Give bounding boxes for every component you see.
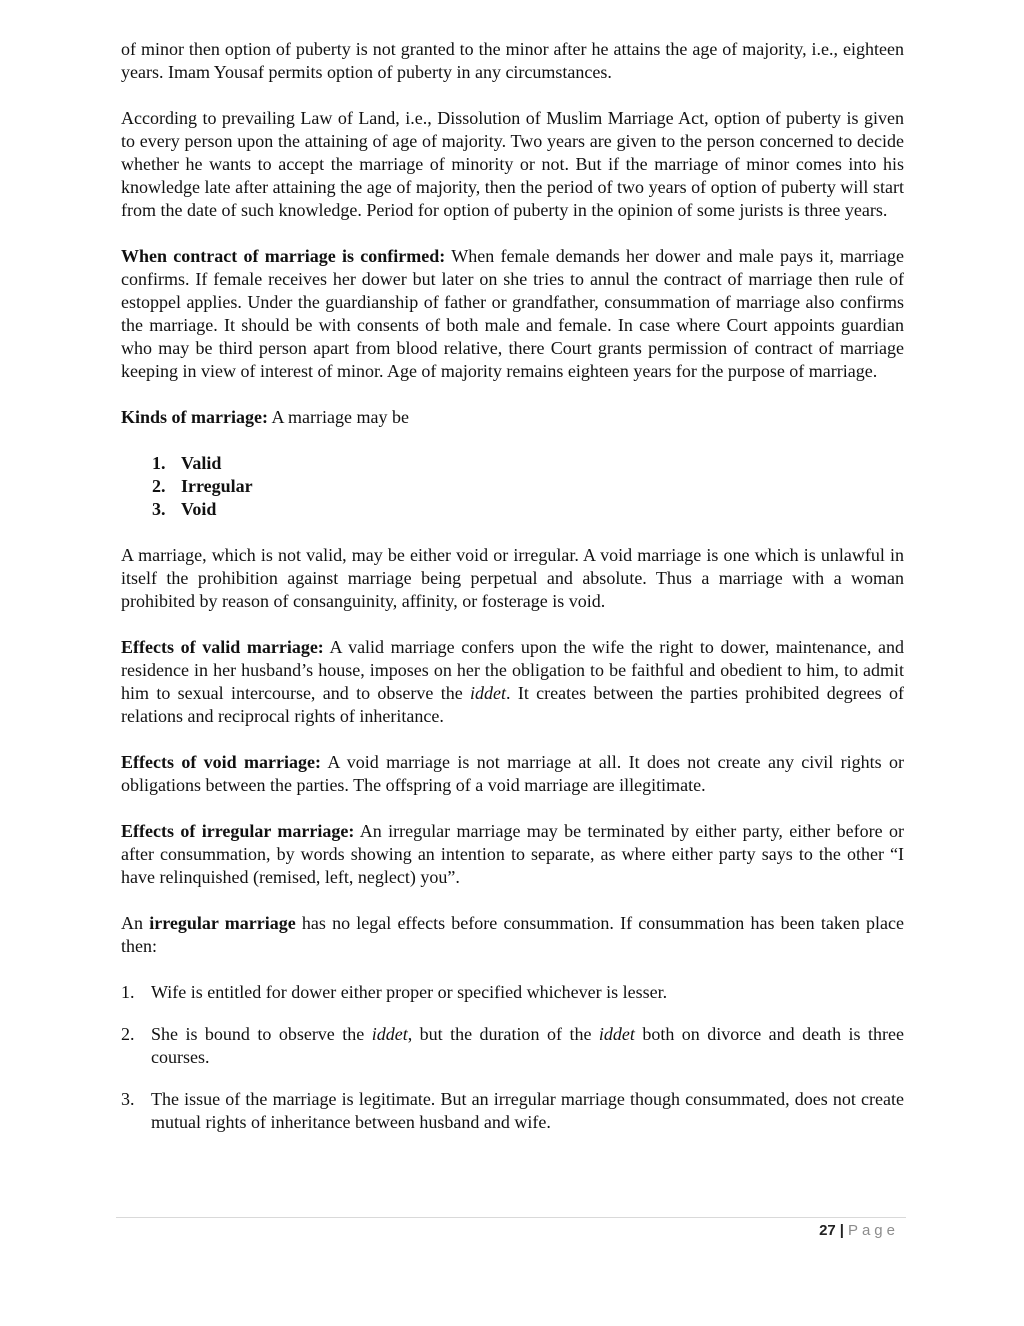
footer-separator: | [839,1222,844,1239]
list-item: 1. Valid [152,453,222,473]
paragraph-effects-valid: Effects of valid marriage: A valid marriage confers upon the wife the right to dower, maintenance, and residence in her husband’s house, imposes on her the obligation to be faithful and obedient to him, to admit him to sexual intercourse, and to observe the iddet. It creates between the parties prohibited degrees of relations and reciprocal rights of inheritance. [121,637,904,726]
list-item: 2. She is bound to observe the iddet, but the duration of the iddet both on divorce and death is three courses. [121,1024,904,1067]
document-page [121,38,904,1134]
effects-list [121,981,904,1134]
list-item: 2. Irregular [152,476,253,496]
heading-kinds-of-marriage: Kinds of marriage: [121,407,268,427]
paragraph-irregular-no-effects: An irregular marriage has no legal effects before consummation. If consummation has been taken place then: [121,913,904,956]
list-item: 3. Void [152,499,217,519]
paragraph-law-of-land: According to prevailing Law of Land, i.e., Dissolution of Muslim Marriage Act, option of puberty is given to every person upon the attaining of age of majority. Two years are given to the person concerned to decide whether he wants to accept the marriage of minority or not. But if the marriage of minor comes into his knowledge late after attaining the age of majority, then the period of two years of option of puberty will start from the date of such knowledge. Period for option of puberty in the opinion of some jurists is three years. [121,108,904,220]
heading-contract-confirmed: When contract of marriage is confirmed: [121,246,446,266]
page-footer [819,1222,899,1239]
heading-effects-valid: Effects of valid marriage: [121,637,324,657]
paragraph-not-valid: A marriage, which is not valid, may be either void or irregular. A void marriage is one which is unlawful in itself the prohibition against marriage being perpetual and absolute. Thus a marriage with a woman prohibited by reason of consanguinity, affinity, or fosterage is void. [121,545,904,611]
page-number: 27 [819,1222,836,1239]
page-label: Page [847,1222,899,1239]
kinds-list [121,452,904,521]
paragraph-effects-irregular: Effects of irregular marriage: An irregular marriage may be terminated by either party, either before or after consummation, by words showing an intention to separate, as where either party says to the other “I have relinquished (remised, left, neglect) you”. [121,821,904,887]
paragraph-option-of-puberty: of minor then option of puberty is not granted to the minor after he attains the age of majority, i.e., eighteen years. Imam Yousaf permits option of puberty in any circumstances. [121,39,904,82]
list-item: 3. The issue of the marriage is legitimate. But an irregular marriage though consummated, does not create mutual rights of inheritance between husband and wife. [121,1089,904,1132]
list-item: 1. Wife is entitled for dower either proper or specified whichever is lesser. [121,982,668,1002]
paragraph-kinds-of-marriage: Kinds of marriage: A marriage may be [121,407,409,427]
heading-effects-void: Effects of void marriage: [121,752,321,772]
heading-effects-irregular: Effects of irregular marriage: [121,821,355,841]
paragraph-contract-confirmed: When contract of marriage is confirmed: When female demands her dower and male pays it, marriage confirms. If female receives her dower but later on she tries to annul the contract of marriage then rule of estoppel applies. Under the guardianship of father or grandfather, consummation of marriage also confirms the marriage. It should be with consents of both male and female. In case where Court appoints guardian who may be third person apart from blood relative, there Court grants permission of contract of marriage keeping in view of interest of minor. Age of majority remains eighteen years for the purpose of marriage. [121,246,904,381]
footer-divider [116,1217,906,1218]
paragraph-effects-void: Effects of void marriage: A void marriage is not marriage at all. It does not create any civil rights or obligations between the parties. The offspring of a void marriage are illegitimate. [121,752,904,795]
